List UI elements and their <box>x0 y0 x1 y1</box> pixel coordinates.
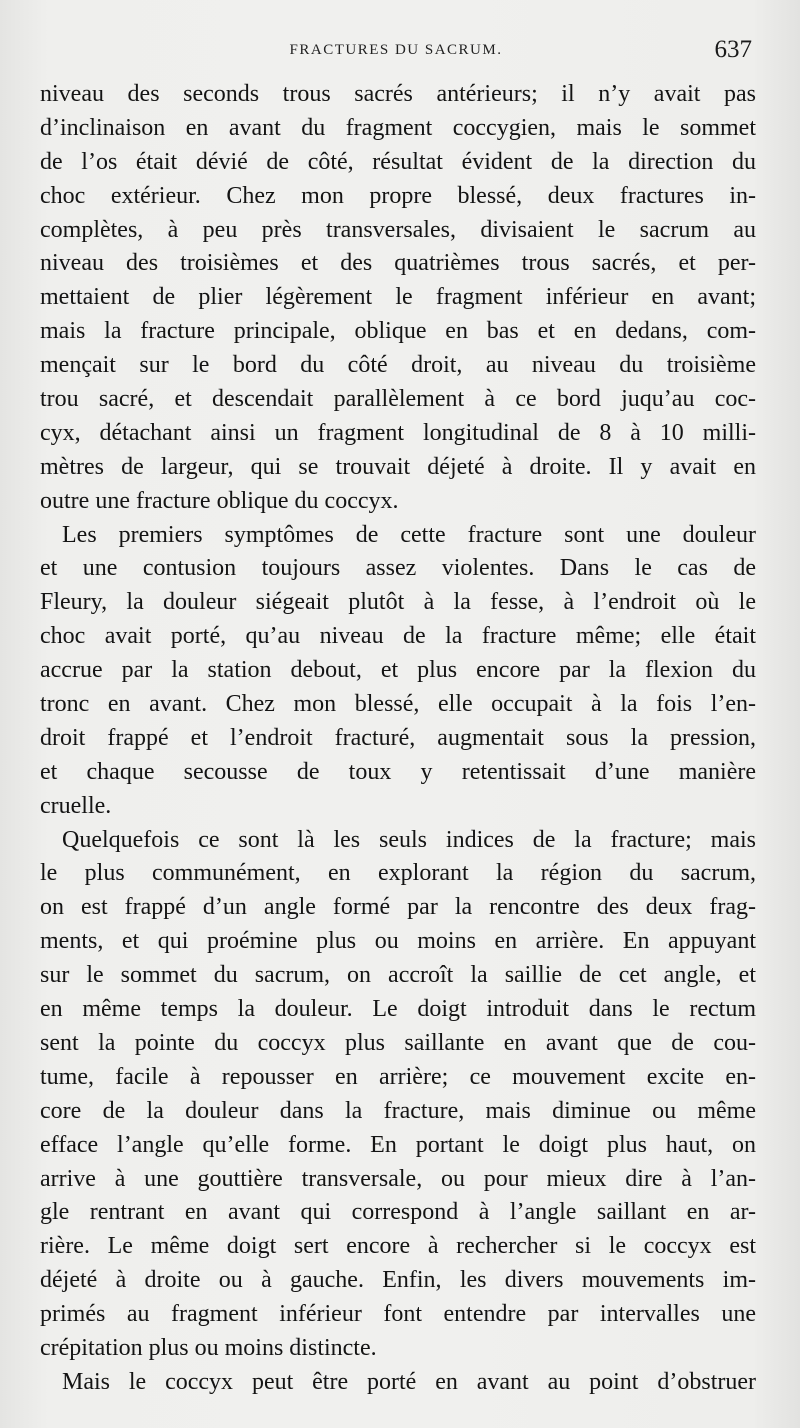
running-head: FRACTURES DU SACRUM. <box>289 42 503 58</box>
text-line: cruelle. <box>40 792 112 819</box>
text-line: cyx, détachant ainsi un fragment longitudinal de 8 à 10 milli- <box>40 419 756 446</box>
text-line: mençait sur le bord du côté droit, au niveau du troisième <box>40 352 756 379</box>
page-number: 637 <box>714 36 752 63</box>
text-line: accrue par la station debout, et plus encore par la flexion du <box>40 657 756 684</box>
text-line: Fleury, la douleur siégeait plutôt à la fesse, à l’endroit où le <box>40 589 756 616</box>
text-line: et chaque secousse de toux y retentissait d’une manière <box>40 758 756 785</box>
text-line: ments, et qui proémine plus ou moins en arrière. En appuyant <box>40 928 756 955</box>
text-line: mettaient de plier légèrement le fragment inférieur en avant; <box>40 284 756 311</box>
text-line: déjeté à droite ou à gauche. Enfin, les divers mouvements im- <box>40 1267 756 1294</box>
paragraph-first-line: Quelquefois ce sont là les seuls indices de la fracture; mais <box>62 826 756 853</box>
text-line: core de la douleur dans la fracture, mais diminue ou même <box>40 1097 756 1124</box>
text-line: complètes, à peu près transversales, divisaient le sacrum au <box>40 216 756 243</box>
page-header <box>40 36 752 66</box>
text-line: mais la fracture principale, oblique en bas et en dedans, com- <box>40 318 756 345</box>
text-line: niveau des troisièmes et des quatrièmes trous sacrés, et per- <box>40 250 756 277</box>
text-line: efface l’angle qu’elle forme. En portant le doigt plus haut, on <box>40 1131 756 1158</box>
text-line: et une contusion toujours assez violentes. Dans le cas de <box>40 555 756 582</box>
text-line: de l’os était dévié de côté, résultat évident de la direction du <box>40 148 756 175</box>
text-line: outre une fracture oblique du coccyx. <box>40 487 399 514</box>
text-line: on est frappé d’un angle formé par la rencontre des deux frag- <box>40 894 756 921</box>
text-line: primés au fragment inférieur font entendre par intervalles une <box>40 1301 756 1328</box>
text-line: tume, facile à repousser en arrière; ce mouvement excite en- <box>40 1063 756 1090</box>
text-line: en même temps la douleur. Le doigt introduit dans le rectum <box>40 996 756 1023</box>
text-line: sur le sommet du sacrum, on accroît la saillie de cet angle, et <box>40 962 756 989</box>
text-line: crépitation plus ou moins distincte. <box>40 1334 377 1361</box>
paragraph-first-line: Mais le coccyx peut être porté en avant au point d’obstruer <box>62 1368 756 1395</box>
text-line: gle rentrant en avant qui correspond à l’angle saillant en ar- <box>40 1199 756 1226</box>
text-line: mètres de largeur, qui se trouvait déjeté à droite. Il y avait en <box>40 453 756 480</box>
text-line: d’inclinaison en avant du fragment coccygien, mais le sommet <box>40 114 756 141</box>
text-line: choc extérieur. Chez mon propre blessé, deux fractures in- <box>40 182 756 209</box>
text-line: arrive à une gouttière transversale, ou pour mieux dire à l’an- <box>40 1165 756 1192</box>
text-line: trou sacré, et descendait parallèlement à ce bord juqu’au coc- <box>40 386 756 413</box>
text-line: niveau des seconds trous sacrés antérieurs; il n’y avait pas <box>40 81 756 107</box>
text-line: sent la pointe du coccyx plus saillante en avant que de cou- <box>40 1029 756 1056</box>
text-line: droit frappé et l’endroit fracturé, augmentait sous la pression, <box>40 724 756 751</box>
text-line: le plus communément, en explorant la région du sacrum, <box>40 860 756 887</box>
paragraph-first-line: Les premiers symptômes de cette fracture sont une douleur <box>62 521 756 548</box>
body-text <box>40 78 756 1400</box>
text-line: choc avait porté, qu’au niveau de la fracture même; elle était <box>40 623 756 650</box>
text-line: tronc en avant. Chez mon blessé, elle occupait à la fois l’en- <box>40 691 756 718</box>
text-line: rière. Le même doigt sert encore à rechercher si le coccyx est <box>40 1233 756 1260</box>
